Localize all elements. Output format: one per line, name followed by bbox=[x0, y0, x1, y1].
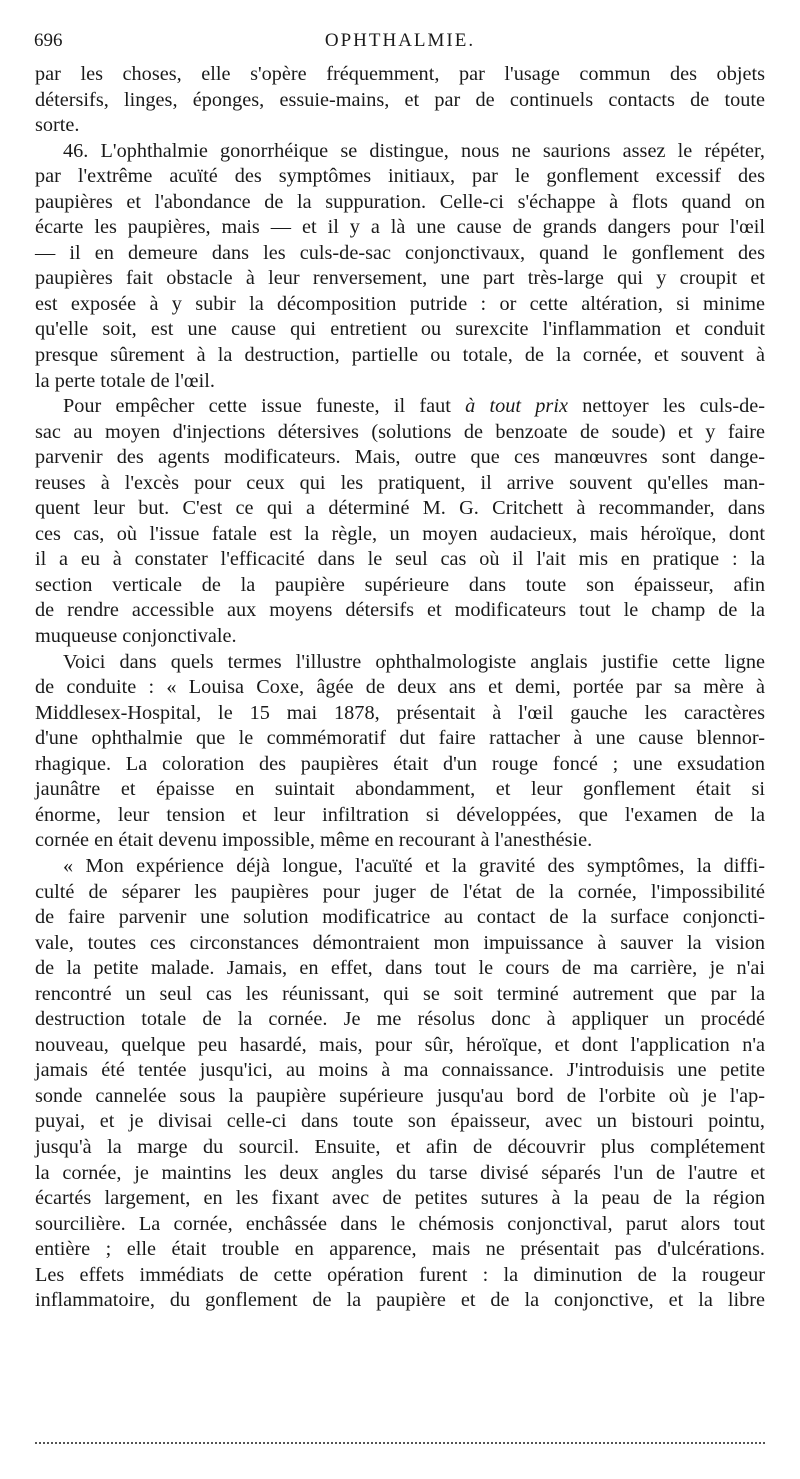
text-line: paupières fait obstacle à leur renversement, une part très-large qui y croupit et bbox=[35, 267, 765, 290]
text-line: est exposée à y subir la décomposition putride : or cette altération, si minime bbox=[35, 292, 765, 315]
text-line: culté de séparer les paupières pour juger de l'état de la cornée, l'impossibilité bbox=[35, 880, 765, 903]
text-line: — il en demeure dans les culs-de-sac conjonctivaux, quand le gonflement des bbox=[35, 241, 765, 264]
text-line: Middlesex-Hospital, le 15 mai 1878, présentait à l'œil gauche les caractères bbox=[35, 701, 765, 724]
text-line: Pour empêcher cette issue funeste, il faut à tout prix nettoyer les culs-de- bbox=[63, 395, 765, 418]
text-line: cornée en était devenu impossible, même en recourant à l'anesthésie. bbox=[35, 829, 593, 852]
text-line: presque sûrement à la destruction, partielle ou totale, de la cornée, et souvent à bbox=[35, 344, 765, 367]
text-line: détersifs, linges, éponges, essuie-mains, et par de continuels contacts de toute bbox=[35, 88, 765, 111]
text-line: paupières et l'abondance de la suppuration. Celle-ci s'échappe à flots quand on bbox=[35, 190, 765, 213]
text-line: entière ; elle était trouble en apparence, mais ne présentait pas d'ulcérations. bbox=[35, 1238, 765, 1261]
text-line: jusqu'à la marge du sourcil. Ensuite, et afin de découvrir plus complétement bbox=[35, 1135, 765, 1158]
text-line: parvenir des agents modificateurs. Mais, outre que ces manœuvres sont dange- bbox=[35, 446, 765, 469]
text-line: « Mon expérience déjà longue, l'acuïté et la gravité des symptômes, la diffi- bbox=[63, 854, 765, 877]
text-line: de faire parvenir une solution modificatrice au contact de la surface conjoncti- bbox=[35, 906, 765, 929]
page-number: 696 bbox=[34, 30, 63, 51]
text-line: la cornée, je maintins les deux angles du tarse divisé séparés l'un de l'autre et bbox=[35, 1161, 765, 1184]
text-line: sac au moyen d'injections détersives (solutions de benzoate de soude) et y faire bbox=[35, 420, 765, 443]
text-line: rencontré un seul cas les réunissant, qui se soit terminé autrement que par la bbox=[35, 982, 765, 1005]
text-line: qu'elle soit, est une cause qui entretient ou surexcite l'inflammation et conduit bbox=[35, 318, 765, 341]
text-line: sonde cannelée sous la paupière supérieure jusqu'au bord de l'orbite où je l'ap- bbox=[35, 1084, 765, 1107]
text-line: 46. L'ophthalmie gonorrhéique se distingue, nous ne saurions assez le répéter, bbox=[63, 139, 765, 162]
body-text bbox=[35, 62, 765, 1314]
text-line: par les choses, elle s'opère fréquemment, par l'usage commun des objets bbox=[35, 63, 765, 85]
text-line: Voici dans quels termes l'illustre ophthalmologiste anglais justifie cette ligne bbox=[63, 650, 765, 673]
text-line: rhagique. La coloration des paupières était d'un rouge foncé ; une exsudation bbox=[35, 752, 765, 775]
text-line: vale, toutes ces circonstances démontraient mon impuissance à sauver la vision bbox=[35, 931, 765, 954]
text-line: écartés largement, en les fixant avec de petites sutures à la peau de la région bbox=[35, 1187, 765, 1210]
footer-dotted-rule bbox=[35, 1442, 765, 1444]
text-line: muqueuse conjonctivale. bbox=[35, 625, 237, 648]
text-line: sourcilière. La cornée, enchâssée dans le chémosis conjonctival, parut alors tout bbox=[35, 1212, 765, 1235]
text-line: de rendre accessible aux moyens détersifs et modificateurs tout le champ de la bbox=[35, 599, 765, 622]
text-line: par l'extrême acuïté des symptômes initiaux, par le gonflement excessif des bbox=[35, 165, 765, 188]
running-title: OPHTHALMIE. bbox=[324, 30, 476, 51]
text-line: destruction totale de la cornée. Je me résolus donc à appliquer un procédé bbox=[35, 1008, 765, 1031]
text-line: énorme, leur tension et leur infiltration si développées, que l'examen de la bbox=[35, 803, 765, 826]
text-line: il a eu à constater l'efficacité dans le seul cas où il l'ait mis en pratique : la bbox=[35, 548, 765, 571]
text-line: jamais été tentée jusqu'ici, au moins à ma connaissance. J'introduisis une petite bbox=[35, 1059, 765, 1082]
text-line: section verticale de la paupière supérieure dans toute son épaisseur, afin bbox=[35, 573, 765, 596]
text-line: écarte les paupières, mais — et il y a là une cause de grands dangers pour l'œil bbox=[35, 216, 765, 239]
text-line: Les effets immédiats de cette opération furent : la diminution de la rougeur bbox=[35, 1263, 765, 1286]
text-line: inflammatoire, du gonflement de la paupière et de la conjonctive, et la libre bbox=[35, 1289, 765, 1312]
text-line: nouveau, quelque peu hasardé, mais, pour sûr, héroïque, et dont l'application n'a bbox=[35, 1033, 765, 1056]
text-line: de conduite : « Louisa Coxe, âgée de deux ans et demi, portée par sa mère à bbox=[35, 676, 765, 699]
text-line: jaunâtre et épaisse en suintait abondamment, et leur gonflement était si bbox=[35, 778, 765, 801]
text-line: reuses à l'excès pour ceux qui les pratiquent, il arrive souvent qu'elles man- bbox=[35, 471, 765, 494]
emphasis-text: à tout prix bbox=[465, 395, 568, 418]
text-line: sorte. bbox=[35, 114, 80, 137]
text-line: puyai, et je divisai celle-ci dans toute son épaisseur, avec un bistouri pointu, bbox=[35, 1110, 765, 1133]
page-header bbox=[34, 22, 766, 62]
text-line: la perte totale de l'œil. bbox=[35, 369, 215, 392]
text-line: quent leur but. C'est ce qui a déterminé M. G. Critchett à recommander, dans bbox=[35, 497, 765, 520]
text-line: d'une ophthalmie que le commémoratif dut faire rattacher à une cause blennor- bbox=[35, 727, 765, 750]
text-line: ces cas, où l'issue fatale est la règle, un moyen audacieux, mais héroïque, dont bbox=[35, 522, 765, 545]
text-line: de la petite malade. Jamais, en effet, dans tout le cours de ma carrière, je n'ai bbox=[35, 957, 765, 980]
